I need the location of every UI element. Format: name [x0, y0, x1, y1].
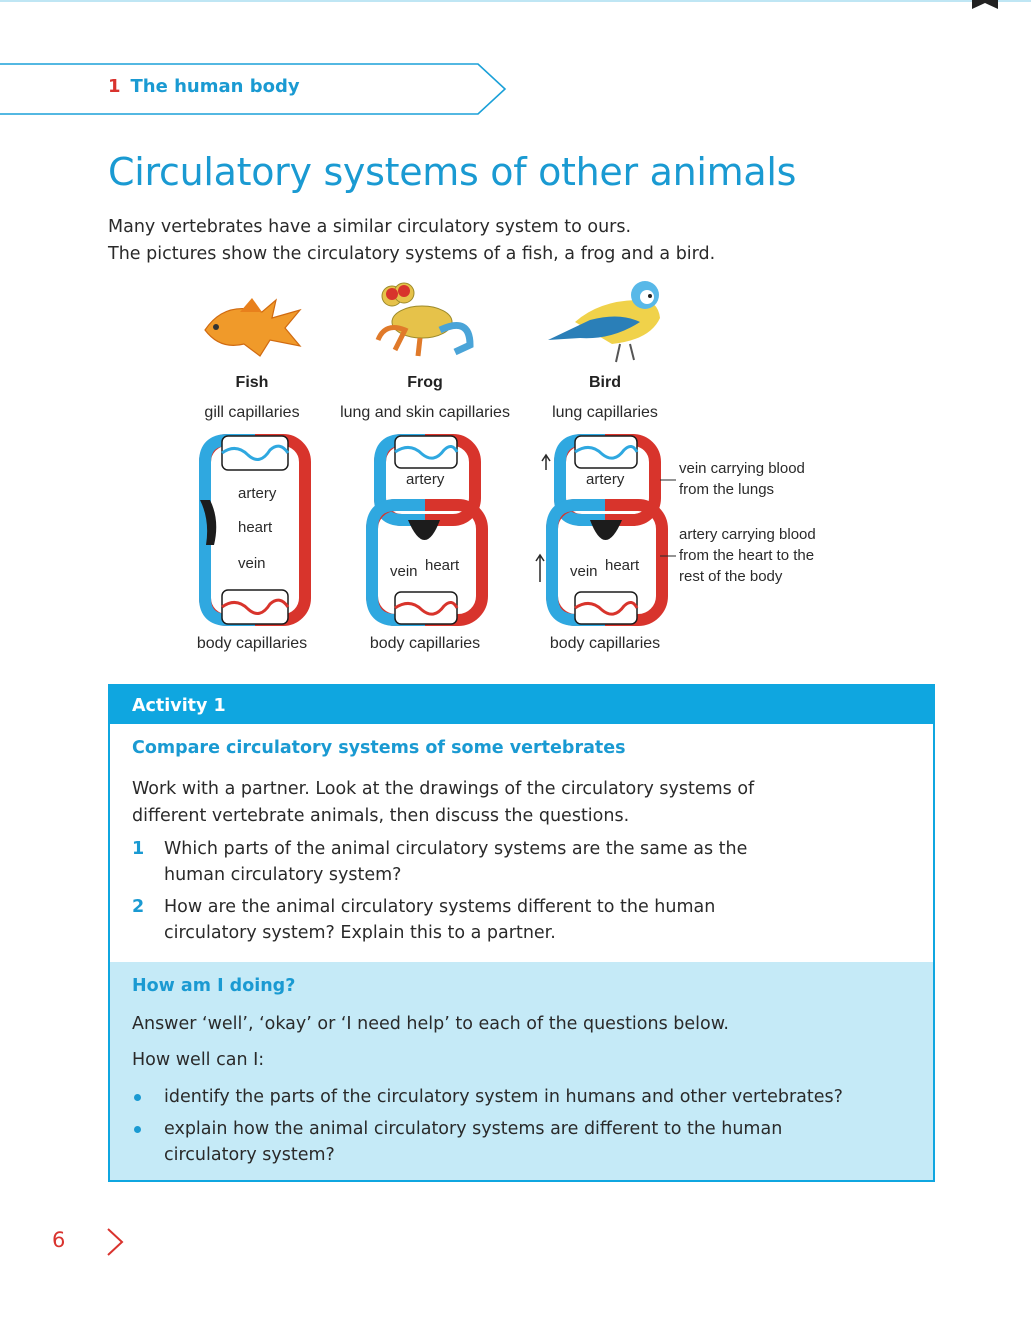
fish-name: Fish: [235, 374, 269, 391]
intro-line-1: Many vertebrates have a similar circulatory system to ours.: [108, 217, 632, 237]
next-page-chevron-icon[interactable]: [104, 1226, 126, 1258]
circulatory-diagram: [180, 270, 860, 665]
activity-instructions: [132, 776, 892, 830]
frog-name: Frog: [407, 374, 443, 391]
question-line: Which parts of the animal circulatory systems are the same as the: [164, 839, 748, 859]
fish-artery-label: artery: [238, 485, 277, 502]
activity-title: Compare circulatory systems of some vertebrates: [132, 738, 626, 758]
top-rule: [0, 0, 1031, 2]
question-item: [132, 894, 892, 946]
fish-top-label: gill capillaries: [204, 404, 300, 421]
fish-illustration: [205, 298, 300, 356]
bird-bottom-label: body capillaries: [549, 635, 661, 652]
bird-vein-label: vein: [570, 563, 598, 580]
question-number: 2: [132, 897, 145, 917]
self-check-line: explain how the animal circulatory systems are different to the human: [164, 1119, 783, 1139]
frog-vein-label: vein: [390, 563, 418, 580]
chapter-heading: [108, 76, 300, 97]
page-title: Circulatory systems of other animals: [108, 150, 797, 194]
chapter-title: The human body: [130, 76, 300, 97]
bullet-icon: [134, 1094, 141, 1101]
page-number: 6: [52, 1228, 66, 1252]
bookmark-icon[interactable]: [972, 0, 998, 9]
question-line: How are the animal circulatory systems different to the human: [164, 897, 716, 917]
bird-illustration: [548, 281, 660, 362]
question-line: circulatory system? Explain this to a partner.: [164, 923, 556, 943]
self-check-title: How am I doing?: [132, 976, 296, 996]
bird-artery-label: artery: [586, 471, 625, 488]
bird-heart-label: heart: [605, 557, 640, 574]
intro-text: [108, 214, 715, 268]
bullet-icon: [134, 1126, 141, 1133]
bird-top-label: lung capillaries: [552, 404, 658, 421]
frog-top-label: lung and skin capillaries: [340, 404, 510, 421]
frog-bottom-label: body capillaries: [369, 635, 481, 652]
frog-circuit: [372, 436, 482, 624]
activity-box: [108, 684, 935, 1182]
question-item: [132, 836, 892, 888]
frog-illustration: [378, 283, 470, 356]
callout-artery-line-2: from the heart to the: [679, 547, 815, 564]
frog-heart-label: heart: [425, 557, 460, 574]
activity-header: Activity 1: [110, 686, 933, 724]
bird-name: Bird: [589, 374, 621, 391]
callout-artery-line-1: artery carrying blood: [679, 526, 816, 543]
self-check-list: [132, 1084, 912, 1174]
self-check-lead: How well can I:: [132, 1050, 265, 1070]
frog-artery-label: artery: [406, 471, 445, 488]
question-list: [132, 836, 892, 952]
question-number: 1: [132, 839, 145, 859]
callout-vein-line-2: from the lungs: [679, 481, 775, 498]
fish-bottom-label: body capillaries: [196, 635, 308, 652]
callout-artery-line-3: rest of the body: [679, 568, 783, 585]
self-check-instruction: Answer ‘well’, ‘okay’ or ‘I need help’ to each of the questions below.: [132, 1014, 729, 1034]
self-check-item: [132, 1116, 912, 1168]
activity-body-line-2: different vertebrate animals, then discuss the questions.: [132, 806, 630, 826]
fish-heart-label: heart: [238, 519, 273, 536]
question-line: human circulatory system?: [164, 865, 402, 885]
self-check-line: identify the parts of the circulatory system in humans and other vertebrates?: [164, 1087, 843, 1107]
bird-circuit: [536, 436, 662, 624]
intro-line-2: The pictures show the circulatory systems of a fish, a frog and a bird.: [108, 244, 716, 264]
fish-vein-label: vein: [238, 555, 266, 572]
activity-body-line-1: Work with a partner. Look at the drawings of the circulatory systems of: [132, 779, 755, 799]
chapter-number: 1: [108, 76, 121, 97]
self-check-line: circulatory system?: [164, 1145, 335, 1165]
callout-vein-line-1: vein carrying blood: [679, 460, 805, 477]
self-check-panel: [110, 962, 933, 1180]
self-check-item: [132, 1084, 912, 1110]
